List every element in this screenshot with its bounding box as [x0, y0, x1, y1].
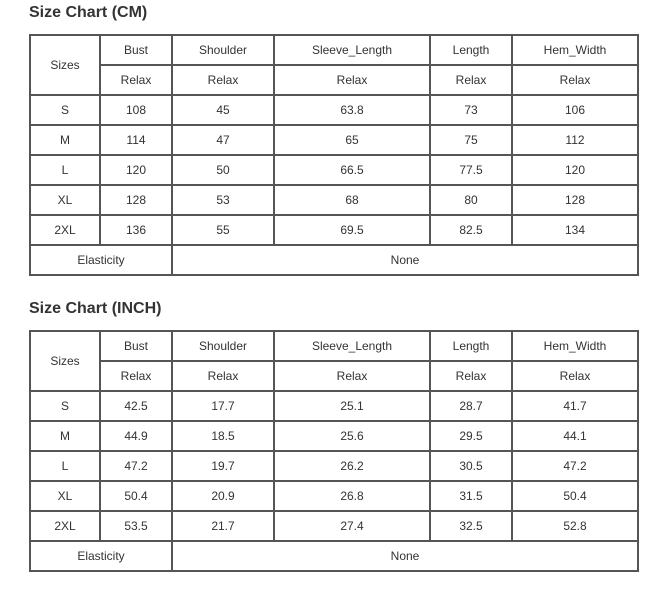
sleeve-length-value: 27.4 — [274, 511, 430, 541]
sleeve-length-value: 25.6 — [274, 421, 430, 451]
header-row — [30, 331, 638, 361]
size-label: L — [30, 451, 100, 481]
bust-value: 42.5 — [100, 391, 172, 421]
elasticity-row — [30, 541, 638, 571]
hem-width-value: 120 — [512, 155, 638, 185]
shoulder-value: 19.7 — [172, 451, 274, 481]
bust-value: 44.9 — [100, 421, 172, 451]
size-label: S — [30, 95, 100, 125]
fit-label: Relax — [172, 65, 274, 95]
column-header-shoulder: Shoulder — [172, 331, 274, 361]
sleeve-length-value: 63.8 — [274, 95, 430, 125]
hem-width-value: 47.2 — [512, 451, 638, 481]
shoulder-value: 21.7 — [172, 511, 274, 541]
table-row — [30, 155, 638, 185]
elasticity-value: None — [172, 541, 638, 571]
column-header-bust: Bust — [100, 331, 172, 361]
column-header-length: Length — [430, 331, 512, 361]
size-label: S — [30, 391, 100, 421]
sleeve-length-value: 25.1 — [274, 391, 430, 421]
column-header-sleeve-length: Sleeve_Length — [274, 35, 430, 65]
bust-value: 53.5 — [100, 511, 172, 541]
bust-value: 108 — [100, 95, 172, 125]
sleeve-length-value: 66.5 — [274, 155, 430, 185]
length-value: 31.5 — [430, 481, 512, 511]
length-value: 73 — [430, 95, 512, 125]
sleeve-length-value: 65 — [274, 125, 430, 155]
bust-value: 128 — [100, 185, 172, 215]
column-header-bust: Bust — [100, 35, 172, 65]
length-value: 30.5 — [430, 451, 512, 481]
size-label: XL — [30, 481, 100, 511]
length-value: 82.5 — [430, 215, 512, 245]
table-row — [30, 421, 638, 451]
bust-value: 114 — [100, 125, 172, 155]
subheader-row — [30, 65, 638, 95]
fit-label: Relax — [512, 361, 638, 391]
fit-label: Relax — [274, 361, 430, 391]
size-label: XL — [30, 185, 100, 215]
hem-width-value: 134 — [512, 215, 638, 245]
length-value: 29.5 — [430, 421, 512, 451]
column-header-length: Length — [430, 35, 512, 65]
sleeve-length-value: 69.5 — [274, 215, 430, 245]
shoulder-value: 18.5 — [172, 421, 274, 451]
shoulder-value: 50 — [172, 155, 274, 185]
column-header-shoulder: Shoulder — [172, 35, 274, 65]
shoulder-value: 55 — [172, 215, 274, 245]
hem-width-value: 52.8 — [512, 511, 638, 541]
column-header-hem-width: Hem_Width — [512, 35, 638, 65]
hem-width-value: 41.7 — [512, 391, 638, 421]
shoulder-value: 47 — [172, 125, 274, 155]
fit-label: Relax — [512, 65, 638, 95]
hem-width-value: 128 — [512, 185, 638, 215]
size-label: L — [30, 155, 100, 185]
size-label: 2XL — [30, 511, 100, 541]
elasticity-label: Elasticity — [30, 245, 172, 275]
bust-value: 50.4 — [100, 481, 172, 511]
fit-label: Relax — [100, 65, 172, 95]
elasticity-value: None — [172, 245, 638, 275]
column-header-sleeve-length: Sleeve_Length — [274, 331, 430, 361]
header-row — [30, 35, 638, 65]
bust-value: 136 — [100, 215, 172, 245]
table-row — [30, 125, 638, 155]
fit-label: Relax — [430, 65, 512, 95]
length-value: 28.7 — [430, 391, 512, 421]
size-chart-cm-title: Size Chart (CM) — [29, 4, 148, 21]
fit-label: Relax — [100, 361, 172, 391]
shoulder-value: 45 — [172, 95, 274, 125]
table-row — [30, 215, 638, 245]
table-row — [30, 95, 638, 125]
sleeve-length-value: 26.8 — [274, 481, 430, 511]
length-value: 77.5 — [430, 155, 512, 185]
table-row — [30, 481, 638, 511]
shoulder-value: 17.7 — [172, 391, 274, 421]
length-value: 75 — [430, 125, 512, 155]
fit-label: Relax — [430, 361, 512, 391]
sizes-header: Sizes — [30, 35, 100, 95]
hem-width-value: 50.4 — [512, 481, 638, 511]
bust-value: 47.2 — [100, 451, 172, 481]
size-label: M — [30, 125, 100, 155]
hem-width-value: 112 — [512, 125, 638, 155]
table-row — [30, 511, 638, 541]
size-chart-cm-table — [29, 34, 639, 276]
hem-width-value: 106 — [512, 95, 638, 125]
table-row — [30, 451, 638, 481]
sleeve-length-value: 68 — [274, 185, 430, 215]
elasticity-label: Elasticity — [30, 541, 172, 571]
bust-value: 120 — [100, 155, 172, 185]
fit-label: Relax — [172, 361, 274, 391]
subheader-row — [30, 361, 638, 391]
size-label: M — [30, 421, 100, 451]
size-label: 2XL — [30, 215, 100, 245]
hem-width-value: 44.1 — [512, 421, 638, 451]
fit-label: Relax — [274, 65, 430, 95]
size-chart-inch-title: Size Chart (INCH) — [29, 300, 162, 317]
size-chart-inch-table — [29, 330, 639, 572]
shoulder-value: 53 — [172, 185, 274, 215]
shoulder-value: 20.9 — [172, 481, 274, 511]
table-row — [30, 391, 638, 421]
sizes-header: Sizes — [30, 331, 100, 391]
sleeve-length-value: 26.2 — [274, 451, 430, 481]
length-value: 32.5 — [430, 511, 512, 541]
table-row — [30, 185, 638, 215]
elasticity-row — [30, 245, 638, 275]
length-value: 80 — [430, 185, 512, 215]
column-header-hem-width: Hem_Width — [512, 331, 638, 361]
